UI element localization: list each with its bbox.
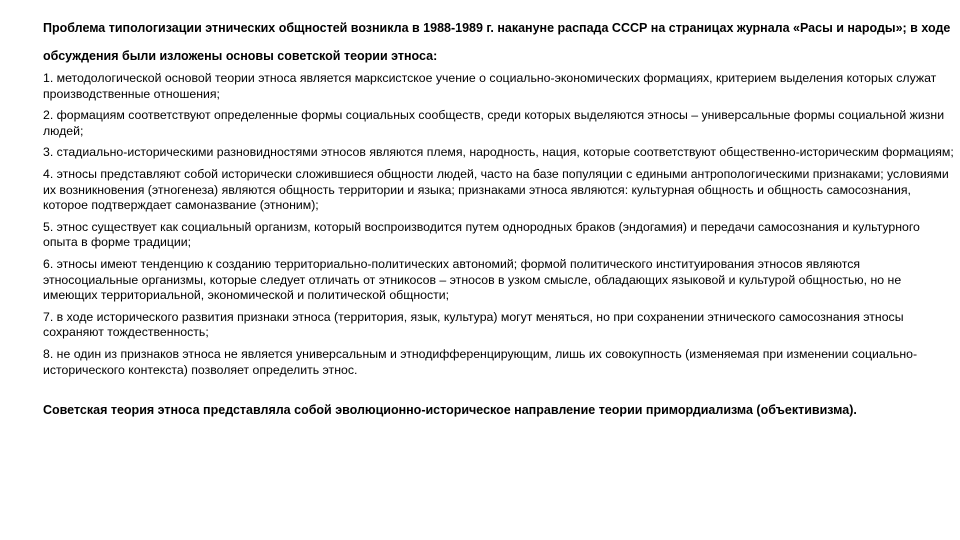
list-item: 1. методологической основой теории этноса является марксистское учение о социально-экономических формациях, критерием выделения которых служат производственные отношения; bbox=[43, 71, 937, 101]
list-item: 8. не один из признаков этноса не является универсальным и этнодифференцирующим, лишь их совокупность (изменяемая при изменении социально-исторического контекста) позволяет определить этнос. bbox=[43, 346, 918, 377]
list-item: 7. в ходе исторического развития признаки этноса (территория, язык, культура) могут меняться, но при сохранении этнического самосознания этносы сохраняют тождественность; bbox=[43, 309, 904, 340]
list-item: 5. этнос существует как социальный организм, который воспроизводится путем однородных браков (эндогамия) и передачи самосознания и культурного опыта в форме традиции; bbox=[43, 219, 920, 250]
slide-content bbox=[43, 14, 955, 419]
list-item: 4. этносы представляют собой исторически сложившиеся общности людей, часто на базе популяции с едиными антропологическими признаками; условиями их возникновения (этногенеза) являются общность территории и языка; признаками этноса являются: культурная общность и общность самосознания, которое подтверждает самоназвание (этноним); bbox=[43, 166, 949, 213]
intro-paragraph: Проблема типологизации этнических общностей возникла в 1988-1989 г. накануне распада СССР на страницах журнала «Расы и народы»; в ходе обсуждения были изложены основы советской теории этноса: bbox=[43, 21, 951, 63]
list-item: 2. формациям соответствуют определенные формы социальных сообществ, среди которых выделяются этносы – универсальные формы социальной жизни людей; bbox=[43, 108, 945, 138]
conclusion-paragraph: Советская теория этноса представляла собой эволюционно-историческое направление теории примордиализма (объективизма). bbox=[43, 403, 857, 418]
list-item: 6. этносы имеют тенденцию к созданию территориально-политических автономий; формой политического институирования этносов являются этносоциальные организмы, которые следует отличать от этникосов – этносов в узком смысле, обладающих языковой и культурой общностью, но не имеющих территориальной, экономической и политической общности; bbox=[43, 256, 902, 303]
principles-list bbox=[43, 71, 955, 378]
list-item: 3. стадиально-историческими разновидностями этносов являются племя, народность, нация, которые соответствуют общественно-историческим формациям; bbox=[43, 145, 954, 160]
